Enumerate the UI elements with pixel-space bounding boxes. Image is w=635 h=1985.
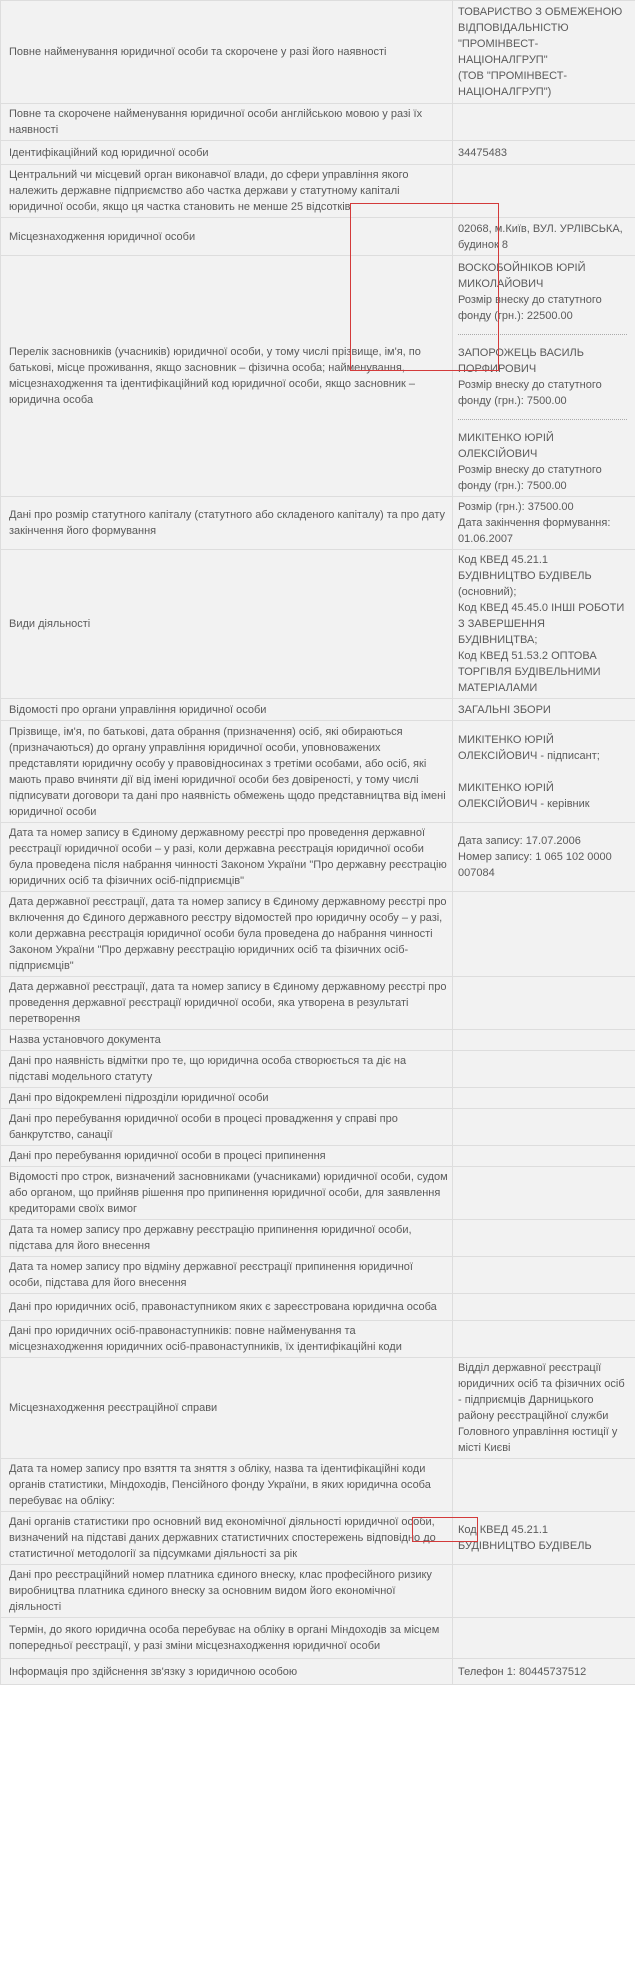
phone-label: Телефон 1:: [458, 1665, 516, 1678]
field-value: [453, 1030, 635, 1051]
field-value: [453, 1220, 635, 1257]
table-row: [1, 1146, 635, 1167]
founder-entry: [458, 345, 627, 409]
table-row: [1, 1459, 635, 1512]
founder-entry: [458, 430, 627, 494]
table-row: [1, 1088, 635, 1109]
table-row: [1, 1051, 635, 1088]
field-value: [453, 977, 635, 1030]
table-row: [1, 1220, 635, 1257]
field-label: Повне найменування юридичної особи та скорочене у разі його наявності: [1, 1, 453, 104]
value-line: (ТОВ "ПРОМІНВЕСТ-НАЦІОНАЛГРУП"): [458, 70, 568, 98]
field-label: Дані про юридичних осіб-правонаступників: повне найменування та місцезнаходження юридичних осіб-правонаступників, їх ідентифікаційні коди: [1, 1321, 453, 1358]
founder-name: ВОСКОБОЙНІКОВ ЮРІЙ МИКОЛАЙОВИЧ: [458, 262, 586, 290]
table-row: [1, 497, 635, 550]
value-line: Код КВЕД 45.45.0 ІНШІ РОБОТИ З ЗАВЕРШЕННЯ БУДІВНИЦТВА;: [458, 602, 625, 646]
field-label: Дані про перебування юридичної особи в процесі провадження у справі про банкрутство, санації: [1, 1109, 453, 1146]
field-label: Дані про відокремлені підрозділи юридичної особи: [1, 1088, 453, 1109]
field-value: [453, 1, 635, 104]
field-label: Прізвище, ім'я, по батькові, дата обрання (призначення) осіб, які обираються (призначаються) до органу управління юридичної особи, уповноважених представляти юридичну особу у правовідносинах з третіми особами, або осіб, які мають право вчиняти дії від імені юридичної особи без довіреності, у тому числі підписувати договори та дані про наявність обмежень щодо представництва від імені юридичної особи: [1, 721, 453, 823]
field-value: [453, 550, 635, 699]
table-row: [1, 1512, 635, 1565]
field-value: [453, 1358, 635, 1459]
spacer: [458, 764, 627, 780]
field-value: [453, 1565, 635, 1618]
field-label: Інформація про здійснення зв'язку з юридичною особою: [1, 1659, 453, 1685]
table-row: [1, 699, 635, 721]
value-line: Номер запису: 1 065 102 0000 007084: [458, 851, 612, 879]
field-label: Перелік засновників (учасників) юридичної особи, у тому числі прізвище, ім'я, по батькові, місце проживання, якщо засновник – фізична особа; найменування, місцезнаходження та ідентифікаційний код юридичної особи, якщо засновник – юридична особа: [1, 256, 453, 497]
table-row: [1, 823, 635, 892]
founder-name: МИКІТЕНКО ЮРІЙ ОЛЕКСІЙОВИЧ: [458, 432, 554, 460]
value-line: Відділ державної реєстрації юридичних осіб та фізичних осіб - підприємців Дарницького району реєстраційної служби Головного управління юстиції у місті Києві: [458, 1362, 625, 1454]
table-row: [1, 892, 635, 977]
field-label: Місцезнаходження реєстраційної справи: [1, 1358, 453, 1459]
table-row: [1, 256, 635, 497]
table-row: [1, 1109, 635, 1146]
founder-divider: [458, 419, 627, 420]
field-label: Повне та скорочене найменування юридичної особи англійською мовою у разі їх наявності: [1, 104, 453, 141]
field-value: [453, 141, 635, 165]
field-value: [453, 256, 635, 497]
table-row: [1, 550, 635, 699]
founder-share: Розмір внеску до статутного фонду (грн.): 22500.00: [458, 294, 602, 322]
field-value: [453, 1088, 635, 1109]
table-row: [1, 1, 635, 104]
table-row: [1, 1659, 635, 1685]
field-label: Дата та номер запису про взяття та зняття з обліку, назва та ідентифікаційні коди органів статистики, Міндоходів, Пенсійного фонду України, в яких юридична особа перебуває на обліку:: [1, 1459, 453, 1512]
field-value: [453, 1051, 635, 1088]
value-line: Код КВЕД 51.53.2 ОПТОВА ТОРГІВЛЯ БУДІВЕЛЬНИМИ МАТЕРІАЛАМИ: [458, 650, 601, 694]
founder-share: Розмір внеску до статутного фонду (грн.): 7500.00: [458, 379, 602, 407]
field-value: [453, 1167, 635, 1220]
table-row: [1, 1565, 635, 1618]
phone-number[interactable]: 80445737512: [518, 1665, 587, 1678]
field-label: Дані про перебування юридичної особи в процесі припинення: [1, 1146, 453, 1167]
field-value: [453, 699, 635, 721]
table-row: [1, 1358, 635, 1459]
field-label: Дані органів статистики про основний вид економічної діяльності юридичної особи, визначений на підставі даних державних статистичних спостережень відповідно до статистичної методології за підсумками діяльності за рік: [1, 1512, 453, 1565]
field-label: Дані про розмір статутного капіталу (статутного або складеного капіталу) та про дату закінчення його формування: [1, 497, 453, 550]
field-value: [453, 823, 635, 892]
field-value: [453, 1618, 635, 1659]
table-row: [1, 165, 635, 218]
field-label: Дані про реєстраційний номер платника єдиного внеску, клас професійного ризику виробництва платника єдиного внеску за основним видом його економічної діяльності: [1, 1565, 453, 1618]
founder-share: Розмір внеску до статутного фонду (грн.): 7500.00: [458, 464, 602, 492]
field-label: Дата та номер запису про відміну державної реєстрації припинення юридичної особи, підстава для його внесення: [1, 1257, 453, 1294]
field-value: [453, 1146, 635, 1167]
table-row: [1, 1167, 635, 1220]
field-label: Дата та номер запису в Єдиному державному реєстрі про проведення державної реєстрації юридичної особи – у разі, коли державна реєстрація юридичної особи була проведена після набрання чинності Законом України "Про державну реєстрацію юридичних осіб та фізичних осіб-підприємців": [1, 823, 453, 892]
table-row: [1, 218, 635, 256]
value-line: Дата запису: 17.07.2006: [458, 835, 581, 847]
field-value: [453, 1659, 635, 1685]
field-label: Ідентифікаційний код юридичної особи: [1, 141, 453, 165]
value-line: Розмір (грн.): 37500.00: [458, 501, 574, 513]
field-value: [453, 165, 635, 218]
founder-name: ЗАПОРОЖЕЦЬ ВАСИЛЬ ПОРФИРОВИЧ: [458, 347, 584, 375]
field-value: [453, 497, 635, 550]
table-row: [1, 1321, 635, 1358]
value-line: Дата закінчення формування: 01.06.2007: [458, 517, 611, 545]
field-label: Центральний чи місцевий орган виконавчої влади, до сфери управління якого належить державне підприємство або частка держави у статутному капіталі юридичної особи, якщо ця частка становить не менше 25 відсотків: [1, 165, 453, 218]
value-line: Код КВЕД 45.21.1 БУДІВНИЦТВО БУДІВЕЛЬ (основний);: [458, 554, 592, 598]
value-line: 34475483: [458, 146, 507, 159]
field-value: [453, 1257, 635, 1294]
value-line: Код КВЕД 45.21.1 БУДІВНИЦТВО БУДІВЕЛЬ: [458, 1524, 592, 1552]
field-label: Відомості про строк, визначений засновниками (учасниками) юридичної особи, судом або органом, що прийняв рішення про припинення юридичної особи, для заявлення кредиторами своїх вимог: [1, 1167, 453, 1220]
table-row: [1, 1257, 635, 1294]
field-label: Дата державної реєстрації, дата та номер запису в Єдиному державному реєстрі про включення до Єдиного державного реєстру відомостей про юридичну особу – у разі, коли державна реєстрація юридичної особи була проведена до набрання чинності Законом України "Про державну реєстрацію юридичних осіб та фізичних осіб-підприємців": [1, 892, 453, 977]
field-value: [453, 1109, 635, 1146]
table-row: [1, 1618, 635, 1659]
field-label: Назва установчого документа: [1, 1030, 453, 1051]
field-label: Дата та номер запису про державну реєстрацію припинення юридичної особи, підстава для його внесення: [1, 1220, 453, 1257]
field-value: [453, 104, 635, 141]
table-row: [1, 104, 635, 141]
value-line: 02068, м.Київ, ВУЛ. УРЛІВСЬКА, будинок 8: [458, 222, 623, 251]
field-value: [453, 892, 635, 977]
field-value: [453, 218, 635, 256]
field-label: Відомості про органи управління юридичної особи: [1, 699, 453, 721]
field-value: [453, 1294, 635, 1321]
table-row: [1, 1294, 635, 1321]
founder-entry: [458, 260, 627, 324]
table-row: [1, 977, 635, 1030]
field-value: [453, 1321, 635, 1358]
table-row: [1, 141, 635, 165]
person-entry: МИКІТЕНКО ЮРІЙ ОЛЕКСІЙОВИЧ - підписант;: [458, 733, 600, 762]
field-label: Термін, до якого юридична особа перебуває на обліку в органі Міндоходів за місцем попередньої реєстрації, у разі зміни місцезнаходження юридичної особи: [1, 1618, 453, 1659]
field-label: Дані про юридичних осіб, правонаступником яких є зареєстрована юридична особа: [1, 1294, 453, 1321]
field-label: Місцезнаходження юридичної особи: [1, 218, 453, 256]
table-row: [1, 721, 635, 823]
field-value: [453, 1512, 635, 1565]
value-line: ТОВАРИСТВО З ОБМЕЖЕНОЮ ВІДПОВІДАЛЬНІСТЮ "ПРОМІНВЕСТ-НАЦІОНАЛГРУП": [458, 6, 623, 66]
table-row: [1, 1030, 635, 1051]
value-line: ЗАГАЛЬНІ ЗБОРИ: [458, 703, 551, 716]
field-value: [453, 1459, 635, 1512]
founder-divider: [458, 334, 627, 335]
field-label: Дата державної реєстрації, дата та номер запису в Єдиному державному реєстрі про проведення державної реєстрації юридичної особи, яка утворена в результаті перетворення: [1, 977, 453, 1030]
field-label: Дані про наявність відмітки про те, що юридична особа створюється та діє на підставі модельного статуту: [1, 1051, 453, 1088]
field-value: [453, 721, 635, 823]
field-label: Види діяльності: [1, 550, 453, 699]
person-entry: МИКІТЕНКО ЮРІЙ ОЛЕКСІЙОВИЧ - керівник: [458, 781, 590, 810]
